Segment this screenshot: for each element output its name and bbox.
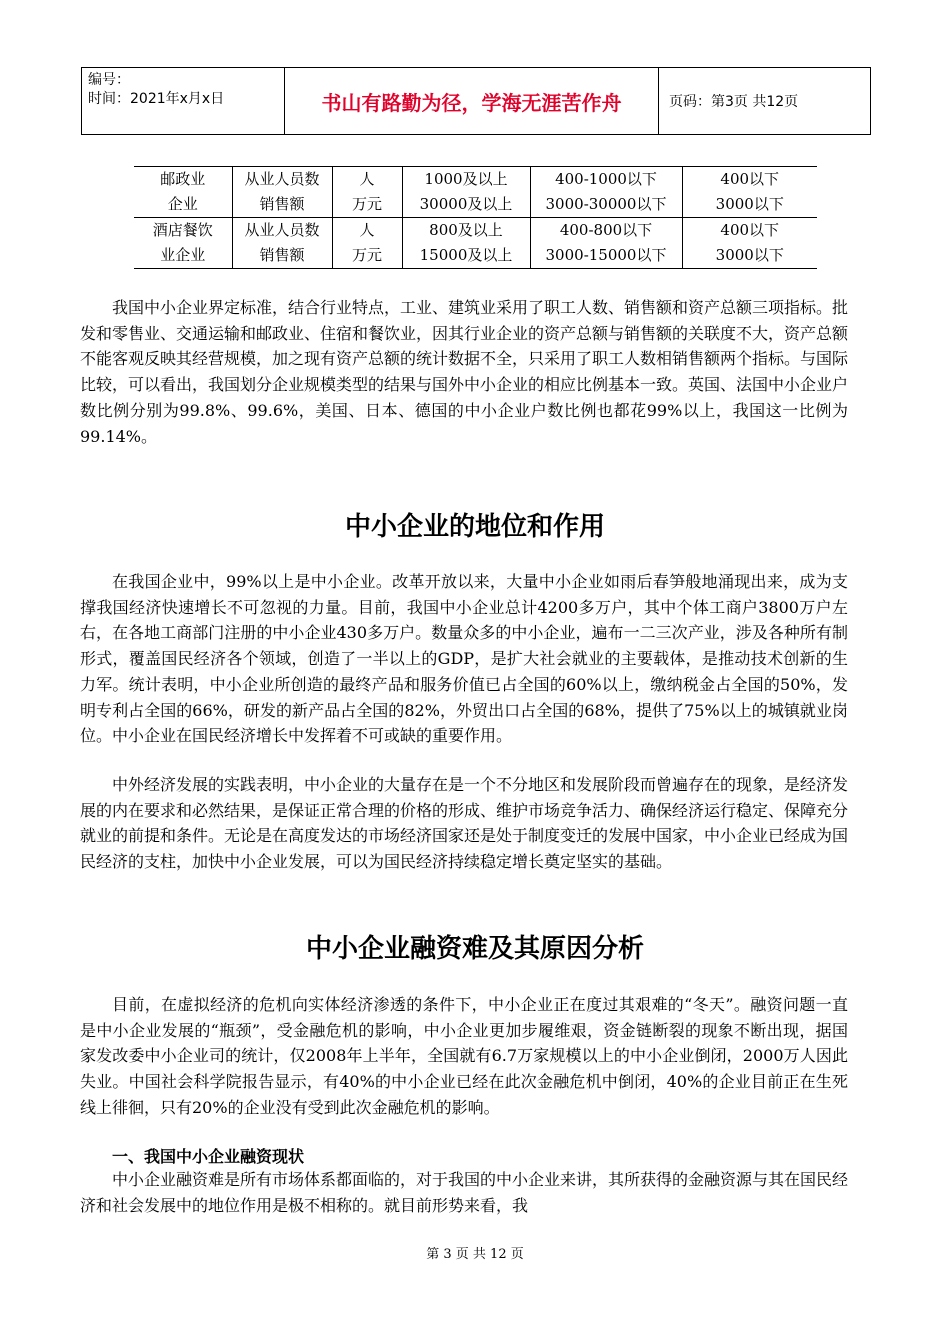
header-motto: 书山有路勤为径，学海无涯苦作舟 <box>285 68 659 134</box>
paragraph-status: 在我国企业中，99%以上是中小企业。改革开放以来，大量中小企业如雨后春笋般地涌现出来，成为支撑我国经济快速增长不可忽视的力量。目前，我国中小企业总计4200多万户，其中个体工商户3800万户左右，在各地工商部门注册的中小企业430多万户。数量众多的中小企业，遍布一二三次产业，涉及各种所有制形式，覆盖国民经济各个领域，创造了一半以上的GDP，是扩大社会就业的主要载体，是推动技术创新的生力军。统计表明，中小企业所创造的最终产品和服务价值已占全国的60%以上，缴纳税金占全国的50%，发明专利占全国的66%，研发的新产品占全国的82%，外贸出口占全国的68%，提供了75%以上的城镇就业岗位。中小企业在国民经济增长中发挥着不可或缺的重要作用。 <box>80 572 848 746</box>
table-cell-indicator: 从业人员数 销售额 <box>232 218 332 269</box>
paragraph-practice: 中外经济发展的实践表明，中小企业的大量存在是一个不分地区和发展阶段而曾遍存在的现象，是经济发展的内在要求和必然结果，是保证正常合理的价格的形成、维护市场竞争活力、确保经济运行稳定、保障充分就业的前提和条件。无论是在高度发达的市场经济国家还是处于制度变迁的发展中国家，中小企业已经成为国民经济的支柱，加快中小企业发展，可以为国民经济持续稳定增长奠定坚实的基础。 <box>80 775 849 872</box>
section-heading-status: 中小企业的地位和作用 <box>344 512 605 542</box>
table-cell-indicator: 从业人员数 销售额 <box>232 167 332 218</box>
table-cell-medium: 400-1000以下 3000-30000以下 <box>530 167 682 218</box>
table-cell-medium: 400-800以下 3000-15000以下 <box>530 218 682 269</box>
table-cell-small: 400以下 3000以下 <box>715 170 784 213</box>
doc-date-label: 时间：2021年x月x日 <box>88 91 225 107</box>
page-footer: 第 3 页 共 12 页 <box>426 1247 524 1262</box>
table-cell-industry: 邮政业 企业 <box>134 167 232 218</box>
table-cell-small: 400以下 3000以下 <box>715 221 784 264</box>
table-row <box>134 167 817 218</box>
page-header <box>81 67 871 135</box>
table-cell-unit: 人 万元 <box>332 167 402 218</box>
section-heading-financing: 中小企业融资难及其原因分析 <box>305 934 644 964</box>
header-meta <box>82 68 285 134</box>
doc-number-label: 编号： <box>88 72 130 88</box>
header-page-label: 页码：第3页 共12页 <box>669 94 799 110</box>
table-cell-industry: 酒店餐饮 业企业 <box>134 218 232 269</box>
table-cell-large: 1000及以上 30000及以上 <box>402 167 530 218</box>
paragraph-standards: 我国中小企业界定标准，结合行业特点，工业、建筑业采用了职工人数、销售额和资产总额三项指标。批发和零售业、交通运输和邮政业、住宿和餐饮业，因其行业企业的资产总额与销售额的关联度不大，资产总额不能客观反映其经营规模，加之现有资产总额的统计数据不全，只采用了职工人数相销售额两个指标。与国际比较，可以看出，我国划分企业规模类型的结果与国外中小企业的相应比例基本一致。英国、法国中小企业户数比例分别为99.8%、99.6%，美国、日本、德国的中小企业户数比例也都花99%以上，我国这一比例为99.14%。 <box>80 298 849 446</box>
table-cell-unit: 人 万元 <box>332 218 402 269</box>
enterprise-size-table <box>134 166 817 269</box>
paragraph-financing-status: 中小企业融资难是所有市场体系都面临的，对于我国的中小企业来讲，其所获得的金融资源与其在国民经济和社会发展中的地位作用是极不相称的。就目前形势来看，我 <box>80 1170 849 1215</box>
table-cell-large: 800及以上 15000及以上 <box>402 218 530 269</box>
paragraph-financing: 目前，在虚拟经济的危机向实体经济渗透的条件下，中小企业正在度过其艰难的“冬天”。融资问题一直是中小企业发展的“瓶颈”，受金融危机的影响，中小企业更加步履维艰，资金链断裂的现象不断出现，据国家发改委中小企业司的统计，仅2008年上半年，全国就有6.7万家规模以上的中小企业倒闭，2000万人因此失业。中国社会科学院报告显示，有40%的中小企业已经在此次金融危机中倒闭，40%的企业目前正在生死线上徘徊，只有20%的企业没有受到此次金融危机的影响。 <box>80 995 848 1117</box>
subsection-heading: 一、我国中小企业融资现状 <box>112 1147 305 1166</box>
table-row <box>134 218 817 269</box>
